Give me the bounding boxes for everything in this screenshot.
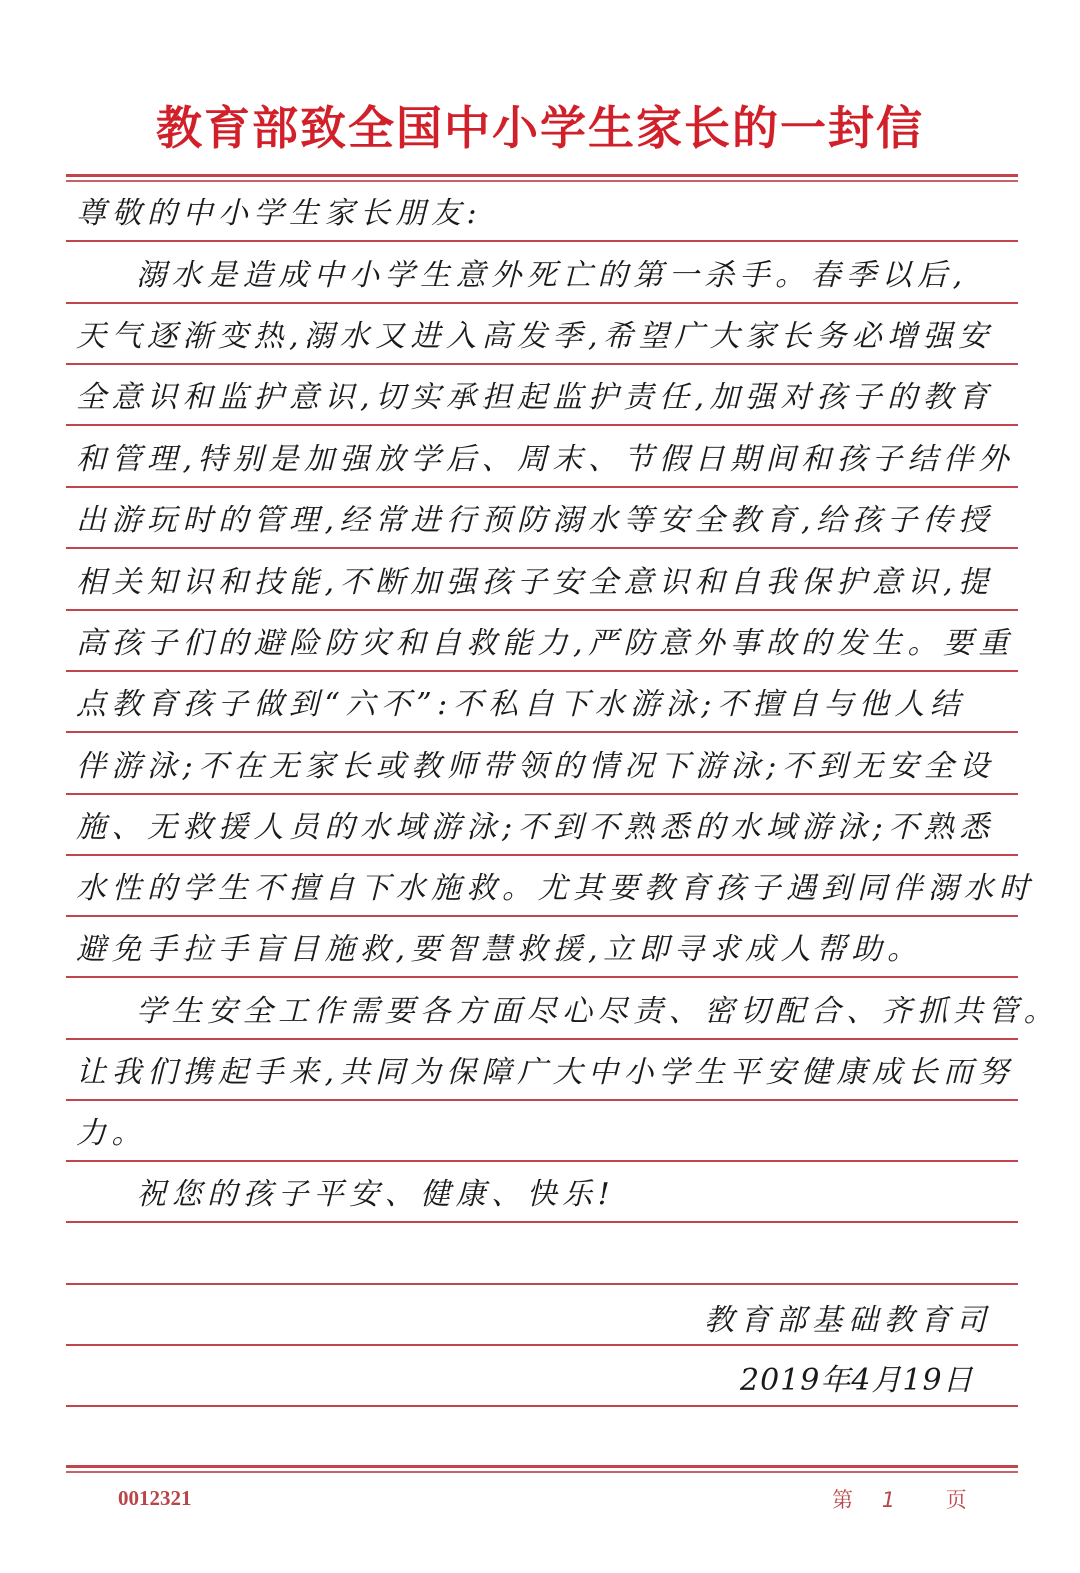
ruled-line (66, 240, 1018, 242)
ruled-line (66, 547, 1018, 549)
ruled-line (66, 976, 1018, 978)
letter-line: 力。 (76, 1116, 147, 1151)
ruled-line (66, 486, 1018, 488)
ruled-line (66, 609, 1018, 611)
letter-line: 高孩子们的避险防灾和自救能力,严防意外事故的发生。要重 (76, 626, 1015, 661)
letter-line: 和管理,特别是加强放学后、周末、节假日期间和孩子结伴外 (76, 442, 1015, 477)
letter-line: 学生安全工作需要各方面尽心尽责、密切配合、齐抓共管。 (76, 994, 1060, 1029)
letter-title: 教育部致全国中小学生家长的一封信 (156, 101, 924, 155)
letter-line: 全意识和监护意识,切实承担起监护责任,加强对孩子的教育 (76, 380, 994, 415)
letter-line: 避免手拉手盲目施救,要智慧救援,立即寻求成人帮助。 (76, 932, 923, 967)
page-suffix: 页 (945, 1488, 967, 1512)
signature-date: 2019年4月19日 (740, 1363, 974, 1398)
ruled-line (66, 1283, 1018, 1285)
ruled-line (66, 1405, 1018, 1407)
ruled-line (66, 424, 1018, 426)
ruled-line (66, 1038, 1018, 1040)
bottom-double-rule (66, 1465, 1018, 1473)
letter-line: 让我们携起手来,共同为保障广大中小学生平安健康成长而努 (76, 1055, 1015, 1090)
ruled-line (66, 670, 1018, 672)
letter-line (76, 1233, 1021, 1281)
signature-department: 教育部基础教育司 (704, 1303, 992, 1338)
letter-line: 尊敬的中小学生家长朋友: (76, 196, 483, 231)
letter-line: 点教育孩子做到“六不”:不私自下水游泳;不擅自与他人结 (76, 687, 966, 722)
letter-line: 施、无救援人员的水域游泳;不到不熟悉的水域游泳;不熟悉 (76, 810, 995, 845)
ruled-line (66, 1160, 1018, 1162)
letter-line: 祝您的孩子平安、健康、快乐! (76, 1177, 616, 1212)
top-double-rule (66, 174, 1018, 182)
ruled-line (66, 302, 1018, 304)
page-prefix: 第 (832, 1488, 853, 1512)
ruled-line (66, 1099, 1018, 1101)
ruled-line (66, 731, 1018, 733)
ruled-line (66, 793, 1018, 795)
document-code: 0012321 (118, 1486, 192, 1510)
ruled-line (66, 1221, 1018, 1223)
page-number: 1 (881, 1488, 896, 1512)
letter-line: 伴游泳;不在无家长或教师带领的情况下游泳;不到无安全设 (76, 749, 995, 784)
letter-line: 溺水是造成中小学生意外死亡的第一杀手。春季以后, (76, 258, 968, 293)
ruled-line (66, 363, 1018, 365)
page-indicator (832, 1484, 967, 1514)
letter-line: 相关知识和技能,不断加强孩子安全意识和自我保护意识,提 (76, 565, 994, 600)
ruled-line (66, 854, 1018, 856)
letter-line: 出游玩时的管理,经常进行预防溺水等安全教育,给孩子传授 (76, 503, 994, 538)
letter-line: 天气逐渐变热,溺水又进入高发季,希望广大家长务必增强安 (76, 319, 994, 354)
letter-line: 水性的学生不擅自下水施救。尤其要教育孩子遇到同伴溺水时 (76, 871, 1035, 906)
ruled-line (66, 915, 1018, 917)
